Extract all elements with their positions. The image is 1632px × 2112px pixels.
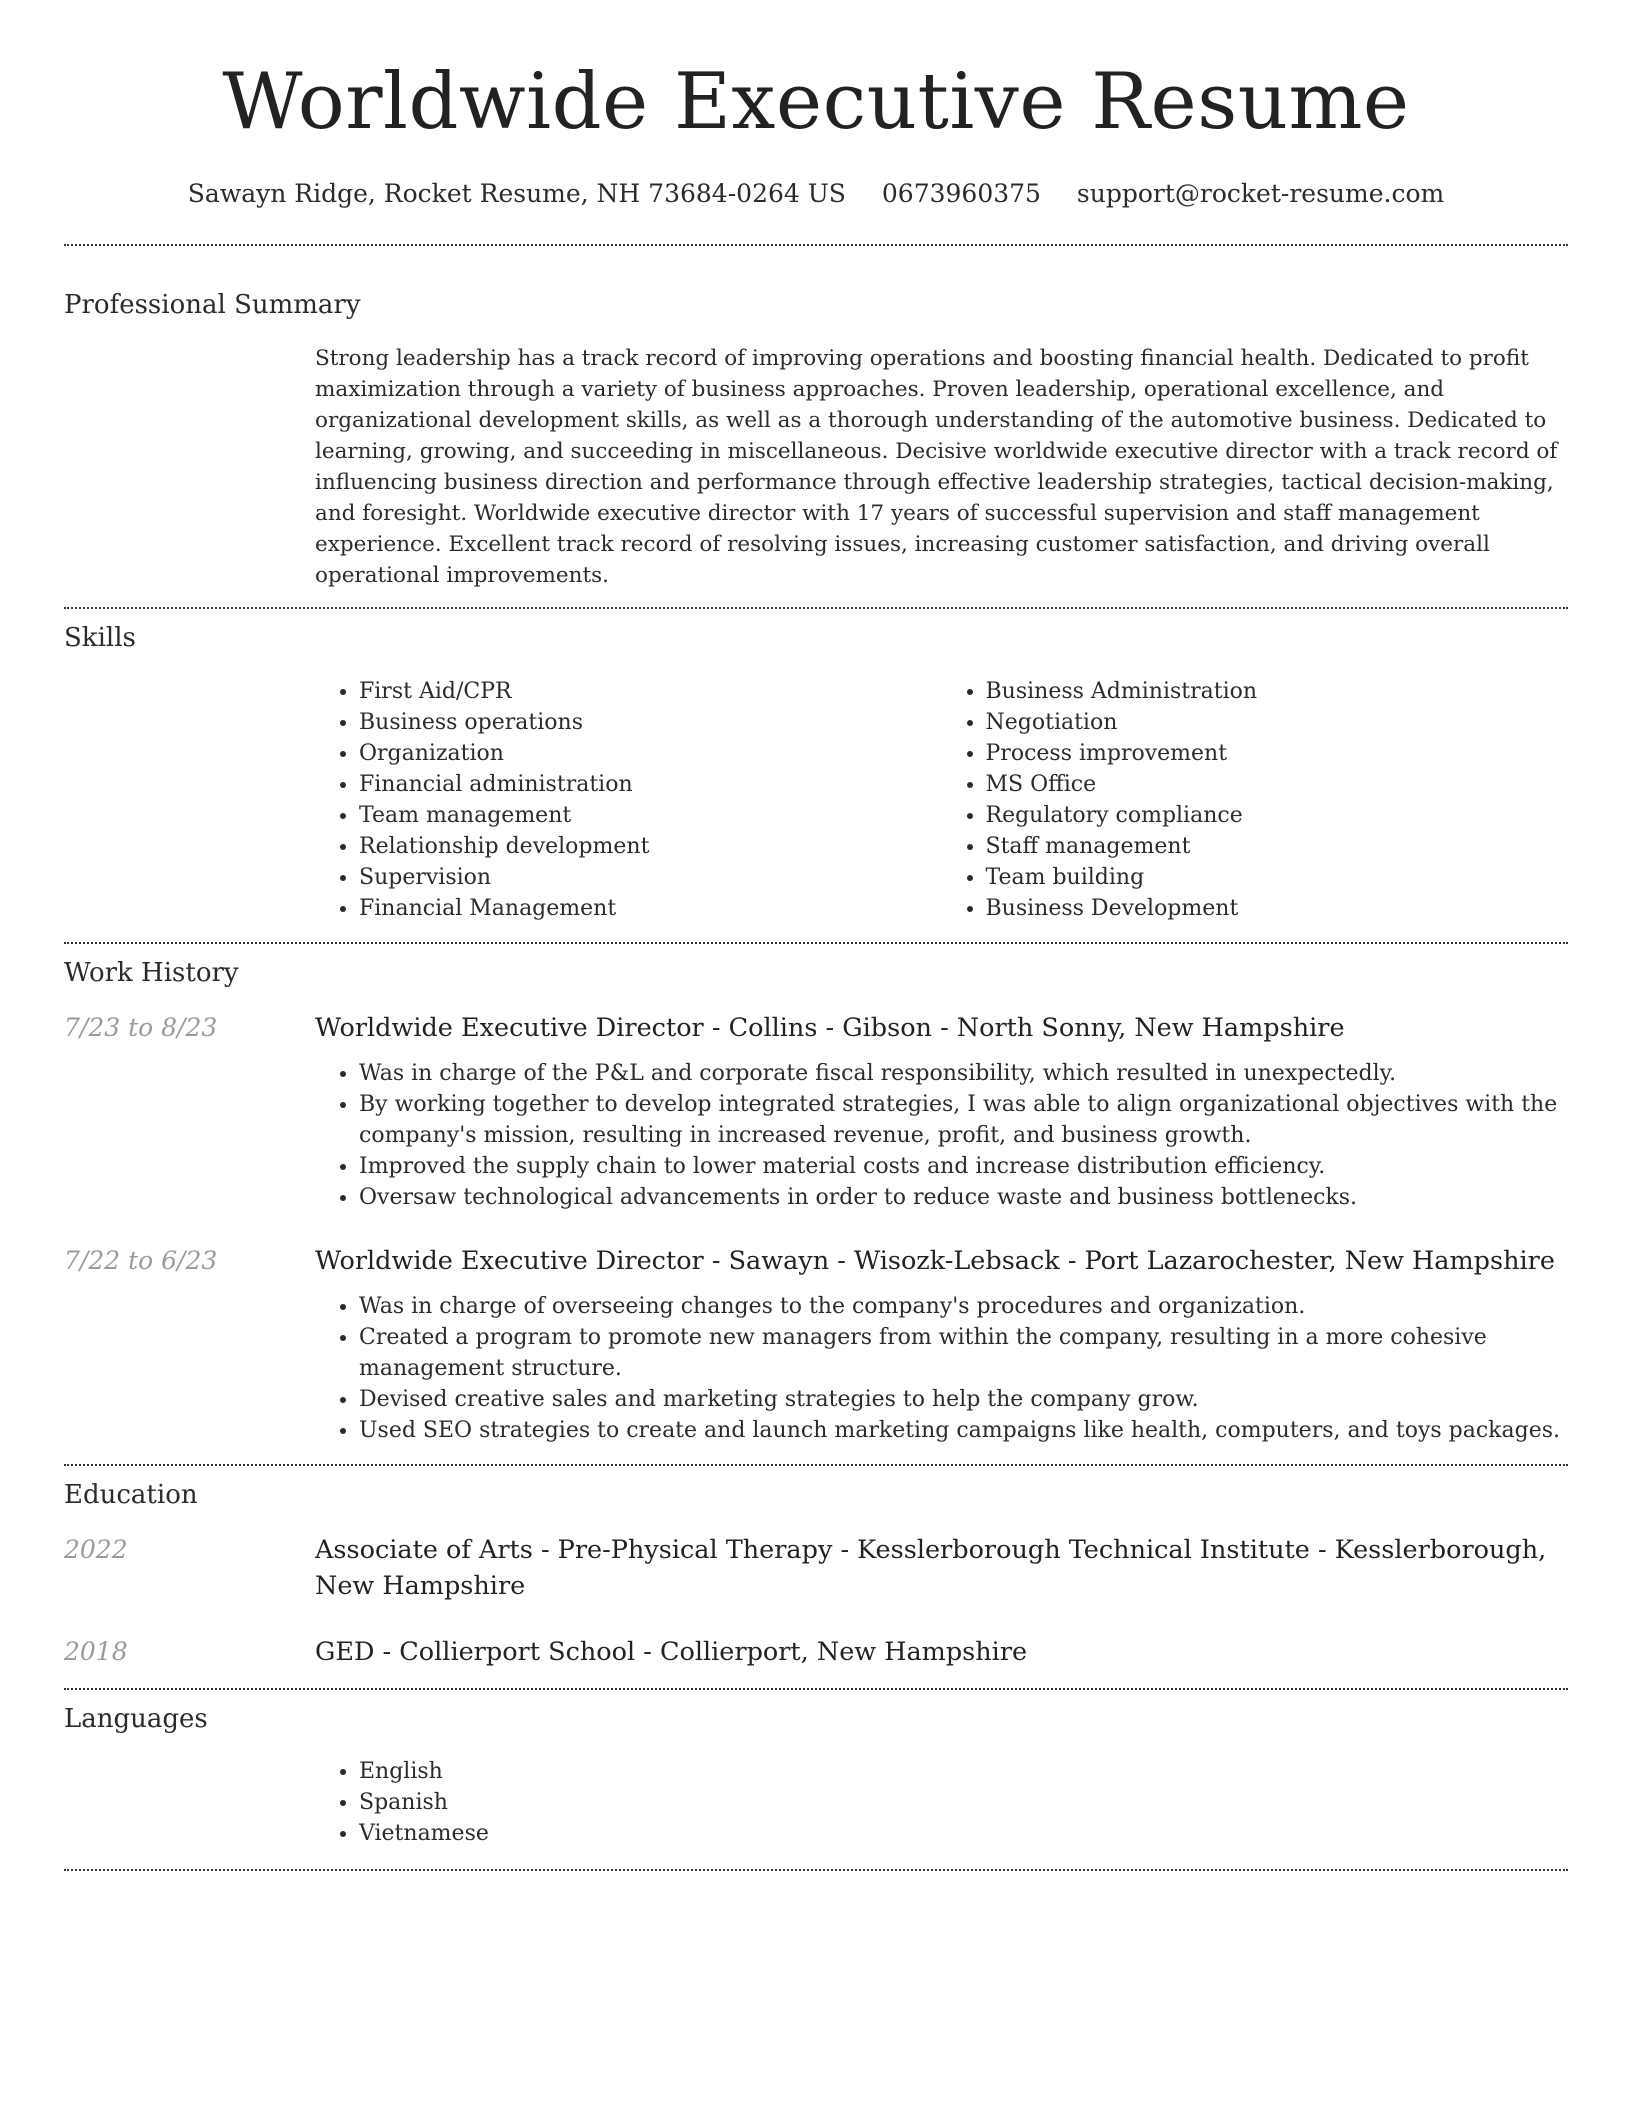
job-title: Worldwide Executive Director <box>315 1013 704 1043</box>
job-entry <box>64 1010 1568 1213</box>
skill-item: • Financial Management <box>359 893 942 924</box>
job-dates: 7/22 to 6/23 <box>64 1246 218 1275</box>
education-year: 2018 <box>64 1637 128 1666</box>
job-dates: 7/23 to 8/23 <box>64 1013 218 1042</box>
education-entry <box>64 1634 1568 1670</box>
section-title-education: Education <box>64 1480 198 1510</box>
contact-phone: 0673960375 <box>881 179 1041 208</box>
skill-item: • MS Office <box>986 769 1569 800</box>
education-section <box>64 1466 1568 1670</box>
section-title-work-history: Work History <box>64 958 239 988</box>
section-title-skills: Skills <box>64 623 136 653</box>
contact-address: Sawayn Ridge, Rocket Resume, NH 73684-0264 US <box>187 179 846 208</box>
section-title-summary: Professional Summary <box>64 290 361 320</box>
skills-list-right <box>942 676 1569 924</box>
job-entry <box>64 1243 1568 1446</box>
education-details: - Collierport School - Collierport, New Hampshire <box>374 1637 1028 1667</box>
skill-item: • Staff management <box>986 831 1569 862</box>
education-degree: Associate of Arts - Pre-Physical Therapy <box>315 1535 833 1565</box>
skill-item: • Financial administration <box>359 769 942 800</box>
contact-line <box>64 176 1568 212</box>
job-bullet: • Was in charge of overseeing changes to the company's procedures and organization. <box>359 1291 1568 1322</box>
education-degree: GED <box>315 1637 375 1667</box>
skill-item: • First Aid/CPR <box>359 676 942 707</box>
job-title: Worldwide Executive Director <box>315 1246 704 1276</box>
education-heading <box>315 1634 1568 1670</box>
skill-item: • Negotiation <box>986 707 1569 738</box>
job-bullet: • Used SEO strategies to create and launch marketing campaigns like health, computers, and toys packages. <box>359 1415 1568 1446</box>
skills-section <box>64 609 1568 924</box>
job-bullet: • Was in charge of the P&L and corporate fiscal responsibility, which resulted in unexpectedly. <box>359 1058 1568 1089</box>
summary-text: Strong leadership has a track record of improving operations and boosting financial health. Dedicated to profit maximization through a variety of business approaches. Proven leadership, operational excellence, and organizational development skills, as well as a thorough understanding of the automotive business. Dedicated to learning, growing, and succeeding in miscellaneous. Decisive worldwide executive director with a track record of influencing business direction and performance through effective leadership strategies, tactical decision-making, and foresight. Worldwide executive director with 17 years of successful supervision and staff management experience. Excellent track record of resolving issues, increasing customer satisfaction, and driving overall operational improvements. <box>315 346 1558 588</box>
job-bullets <box>315 1291 1568 1446</box>
language-item: • Vietnamese <box>359 1818 1568 1849</box>
summary-section <box>64 246 1568 591</box>
education-heading <box>315 1532 1568 1604</box>
education-details: - Kesslerborough Technical Institute - Kesslerborough, New Hampshire <box>315 1535 1547 1601</box>
contact-email: support@rocket-resume.com <box>1076 179 1445 208</box>
job-details: - Collins - Gibson - North Sonny, New Hampshire <box>703 1013 1345 1043</box>
divider <box>64 1869 1568 1871</box>
skill-item: • Supervision <box>359 862 942 893</box>
job-bullet: • Devised creative sales and marketing strategies to help the company grow. <box>359 1384 1568 1415</box>
skill-item: • Relationship development <box>359 831 942 862</box>
job-bullet: • Created a program to promote new managers from within the company, resulting in a more cohesive management structure. <box>359 1322 1568 1384</box>
languages-section <box>64 1690 1568 1849</box>
job-bullet: • By working together to develop integrated strategies, I was able to align organizational objectives with the company's mission, resulting in increased revenue, profit, and business growth. <box>359 1089 1568 1151</box>
language-item: • Spanish <box>359 1787 1568 1818</box>
skill-item: • Business operations <box>359 707 942 738</box>
skills-list-left <box>315 676 942 924</box>
section-title-languages: Languages <box>64 1704 208 1734</box>
job-bullets <box>315 1058 1568 1213</box>
skill-item: • Team management <box>359 800 942 831</box>
work-history-section <box>64 944 1568 1446</box>
skill-item: • Business Development <box>986 893 1569 924</box>
job-heading <box>315 1243 1568 1279</box>
education-year: 2022 <box>64 1535 128 1564</box>
languages-list <box>315 1756 1568 1849</box>
job-bullet: • Improved the supply chain to lower material costs and increase distribution efficiency. <box>359 1151 1568 1182</box>
language-item: • English <box>359 1756 1568 1787</box>
skill-item: • Team building <box>986 862 1569 893</box>
skill-item: • Process improvement <box>986 738 1569 769</box>
resume-name: Worldwide Executive Resume <box>222 57 1410 147</box>
job-details: - Sawayn - Wisozk-Lebsack - Port Lazarochester, New Hampshire <box>703 1246 1555 1276</box>
skill-item: • Business Administration <box>986 676 1569 707</box>
skill-item: • Organization <box>359 738 942 769</box>
skill-item: • Regulatory compliance <box>986 800 1569 831</box>
job-bullet: • Oversaw technological advancements in order to reduce waste and business bottlenecks. <box>359 1182 1568 1213</box>
education-entry <box>64 1532 1568 1604</box>
job-heading <box>315 1010 1568 1046</box>
